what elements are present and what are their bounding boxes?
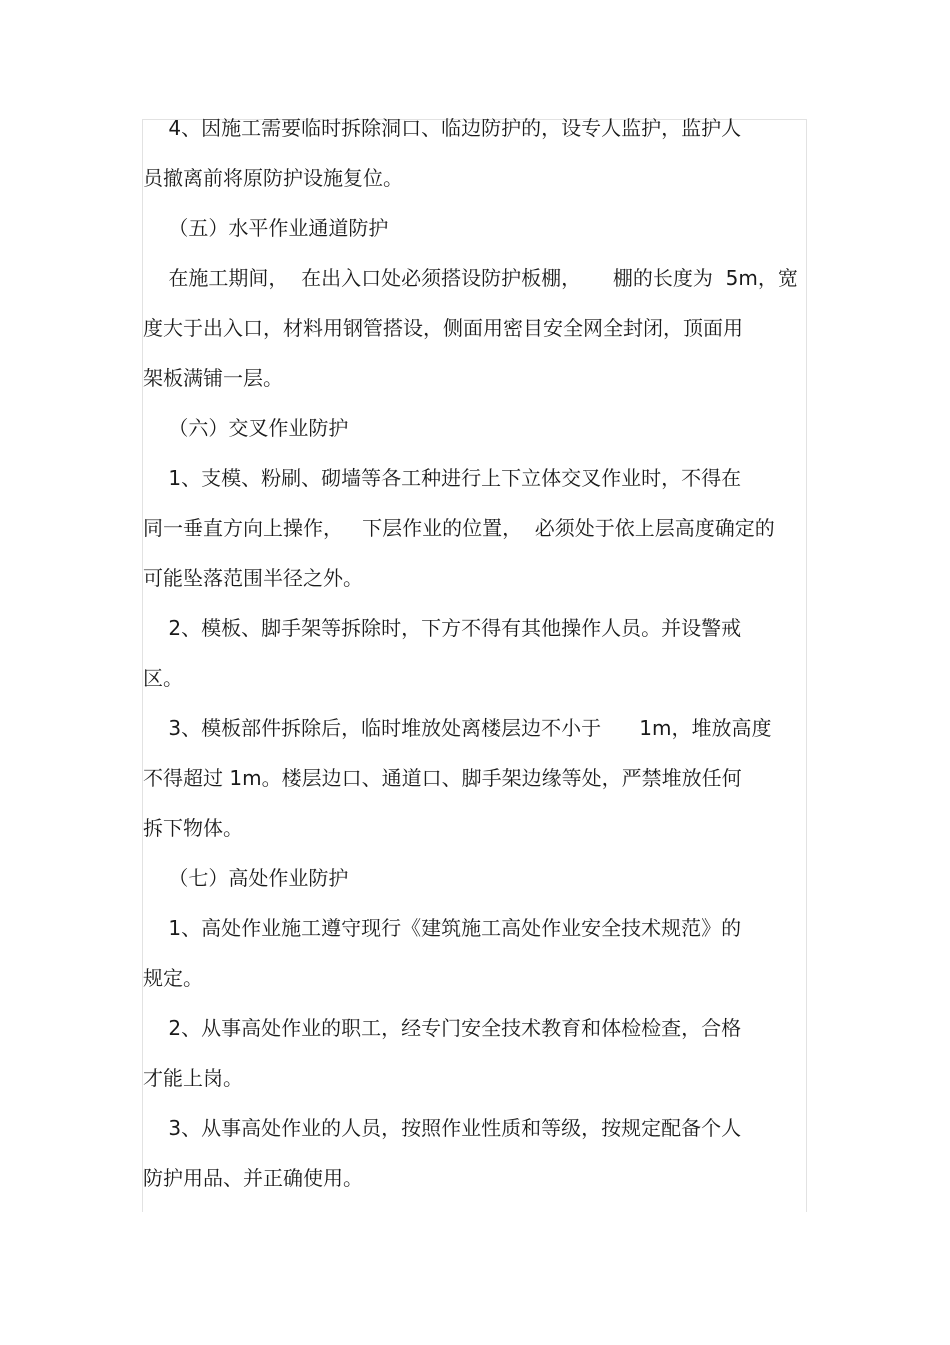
text-line: 1、高处作业施工遵守现行《建筑施工高处作业安全技术规范》的	[143, 916, 742, 940]
section-heading: （六）交叉作业防护	[143, 416, 349, 440]
text-line: 架板满铺一层。	[143, 366, 283, 390]
text-line: 拆下物体。	[143, 816, 243, 840]
text-line: 规定。	[143, 966, 203, 990]
text-line: 2、模板、脚手架等拆除时，下方不得有其他操作人员。并设警戒	[143, 616, 742, 640]
text-line: 员撤离前将原防护设施复位。	[143, 166, 403, 190]
text-line: 度大于出入口，材料用钢管搭设，侧面用密目安全网全封闭，顶面用	[143, 316, 743, 340]
text-line: 不得超过 1m。楼层边口、通道口、脚手架边缘等处，严禁堆放任何	[143, 766, 742, 790]
page-frame	[142, 116, 807, 1212]
text-line: 3、从事高处作业的人员，按照作业性质和等级，按规定配备个人	[143, 1116, 742, 1140]
section-heading: （七）高处作业防护	[143, 866, 349, 890]
section-heading: （五）水平作业通道防护	[143, 216, 389, 240]
text-line: 2、从事高处作业的职工，经专门安全技术教育和体检检查，合格	[143, 1016, 742, 1040]
text-line: 可能坠落范围半径之外。	[143, 566, 363, 590]
text-line: 4、因施工需要临时拆除洞口、临边防护的，设专人监护，监护人	[143, 116, 742, 140]
text-line: 防护用品、并正确使用。	[143, 1166, 363, 1190]
text-line: 1、支模、粉刷、砌墙等各工种进行上下立体交叉作业时，不得在	[143, 466, 742, 490]
text-line: 在施工期间， 在出入口处必须搭设防护板棚， 棚的长度为 5m，宽	[143, 266, 798, 290]
text-line: 才能上岗。	[143, 1066, 243, 1090]
text-line: 3、模板部件拆除后，临时堆放处离楼层边不小于 1m，堆放高度	[143, 716, 772, 740]
text-line: 区。	[143, 666, 183, 690]
text-line: 同一垂直方向上操作， 下层作业的位置， 必须处于依上层高度确定的	[143, 516, 775, 540]
